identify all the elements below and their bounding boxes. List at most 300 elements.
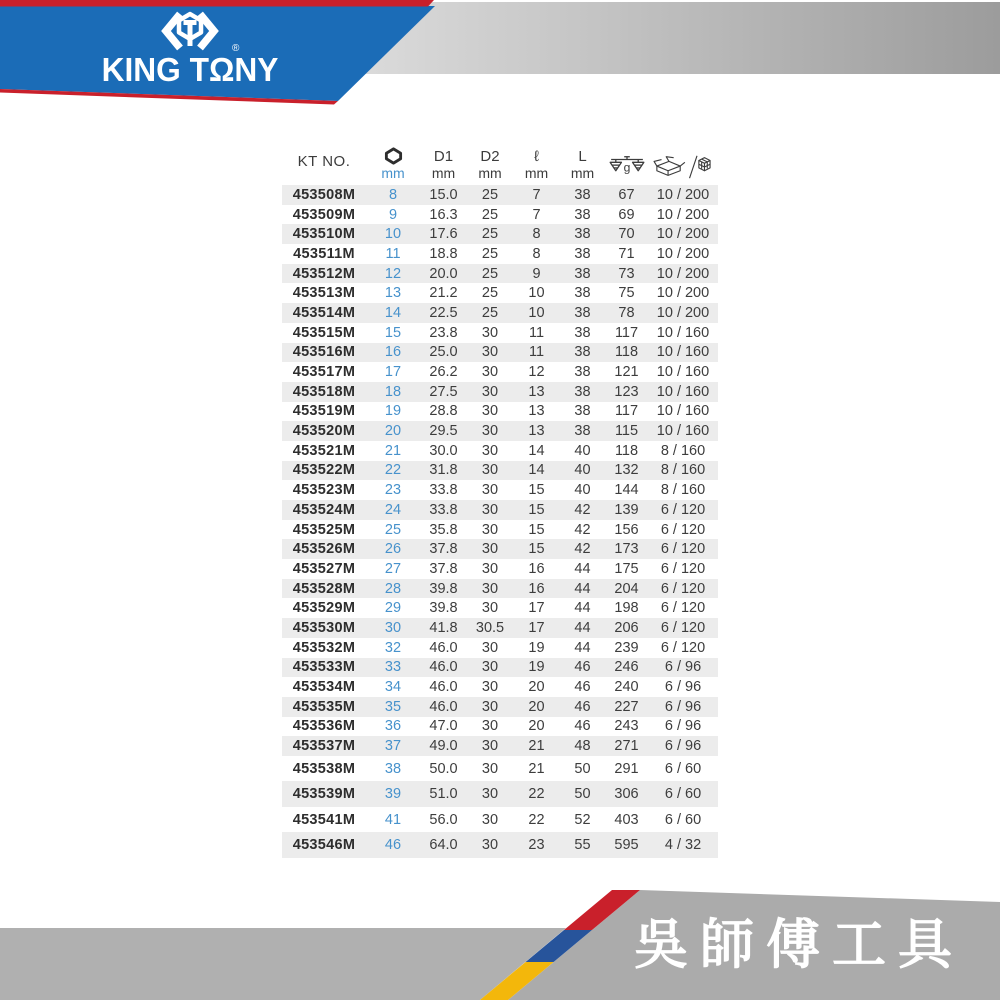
cell-packing: 8 / 160: [660, 482, 706, 499]
cell-weight: 75: [618, 285, 635, 302]
cell-packing: 6 / 96: [664, 659, 702, 676]
cell-size: 8: [388, 186, 398, 203]
table-row: [282, 832, 718, 858]
cell-kt_no: 453535M: [292, 698, 356, 715]
cell-size: 37: [384, 738, 402, 755]
cell-ell: 10: [528, 285, 545, 302]
cell-length: 38: [574, 304, 591, 321]
cell-length: 40: [574, 482, 591, 499]
cell-size: 12: [384, 265, 402, 282]
cell-packing: 6 / 120: [660, 521, 706, 538]
table-row: [282, 323, 718, 343]
table-row: [282, 618, 718, 638]
cell-kt_no: 453521M: [292, 442, 356, 459]
cell-packing: 10 / 200: [656, 245, 710, 262]
table-row: [282, 638, 718, 658]
table-row: [282, 677, 718, 697]
cell-kt_no: 453508M: [292, 186, 356, 203]
cell-size: 21: [384, 442, 402, 459]
cell-weight: 271: [614, 738, 639, 755]
cell-weight: 123: [614, 383, 639, 400]
cell-weight: 118: [614, 442, 639, 459]
cell-d1: 33.8: [429, 482, 458, 499]
table-row: [282, 717, 718, 737]
spec-table: [282, 133, 718, 858]
cell-packing: 6 / 60: [664, 760, 702, 777]
cell-d2: 30: [481, 344, 499, 361]
cell-ell: 21: [528, 760, 545, 777]
cell-length: 46: [574, 718, 591, 735]
cell-weight: 118: [614, 344, 639, 361]
cell-weight: 595: [614, 837, 639, 854]
cell-length: 38: [574, 364, 591, 381]
cell-ell: 12: [528, 364, 545, 381]
table-row: [282, 343, 718, 363]
table-row: [282, 781, 718, 807]
cell-ell: 23: [528, 837, 545, 854]
cell-ell: 20: [528, 718, 545, 735]
footer-gray-left: [0, 928, 566, 1000]
cell-d1: 39.8: [429, 600, 458, 617]
cell-size: 16: [384, 344, 402, 361]
cell-d2: 30: [481, 738, 499, 755]
cell-size: 11: [385, 245, 401, 262]
cell-weight: 117: [614, 403, 639, 420]
cell-size: 22: [384, 462, 402, 479]
cell-weight: 291: [614, 760, 639, 777]
cell-d2: 30: [481, 324, 499, 341]
table-row: [282, 756, 718, 782]
col-header-d1: [420, 133, 467, 185]
cell-kt_no: 453510M: [292, 226, 356, 243]
cell-kt_no: 453546M: [292, 837, 356, 854]
table-row: [282, 461, 718, 481]
cell-ell: 15: [528, 541, 545, 558]
cell-weight: 144: [614, 482, 639, 499]
cell-kt_no: 453532M: [292, 639, 356, 656]
cell-weight: 121: [614, 364, 639, 381]
d2-unit: mm: [478, 165, 502, 182]
registered-mark: ®: [232, 43, 240, 54]
cell-weight: 243: [614, 718, 639, 735]
cell-size: 15: [384, 324, 402, 341]
table-row: [282, 244, 718, 264]
cell-weight: 403: [614, 811, 639, 828]
cell-ell: 16: [528, 560, 545, 577]
cell-weight: 206: [614, 619, 639, 636]
cell-packing: 10 / 160: [656, 324, 710, 341]
cell-length: 38: [574, 186, 591, 203]
cell-weight: 198: [614, 600, 639, 617]
cell-ell: 20: [528, 698, 545, 715]
cell-d1: 25.0: [429, 344, 458, 361]
col-header-d2: [467, 133, 513, 185]
cell-packing: 10 / 160: [656, 383, 710, 400]
cell-d1: 50.0: [429, 760, 458, 777]
cell-d2: 30.5: [475, 619, 505, 636]
col-header-ell: [513, 133, 560, 185]
cell-packing: 10 / 160: [656, 423, 710, 440]
cell-packing: 6 / 96: [664, 718, 702, 735]
shop-name: 吳師傅工具: [634, 915, 964, 975]
cell-ell: 13: [528, 403, 545, 420]
length-label: L: [578, 148, 587, 166]
cell-d2: 25: [481, 186, 499, 203]
cell-d2: 30: [481, 760, 499, 777]
cell-ell: 14: [528, 462, 545, 479]
cell-length: 38: [574, 226, 591, 243]
cell-d1: 28.8: [429, 403, 458, 420]
cell-ell: 7: [532, 206, 541, 223]
carton-pallet-icons: [652, 153, 714, 181]
cell-length: 44: [574, 560, 591, 577]
cell-length: 42: [574, 521, 591, 538]
cell-kt_no: 453509M: [292, 206, 356, 223]
cell-d1: 29.5: [429, 423, 458, 440]
kt-no-label: KT NO.: [297, 153, 351, 170]
cell-d1: 30.0: [429, 442, 458, 459]
cell-kt_no: 453534M: [292, 679, 356, 696]
cell-ell: 19: [528, 639, 545, 656]
cell-length: 44: [574, 619, 591, 636]
cell-d1: 39.8: [429, 580, 458, 597]
cell-kt_no: 453516M: [292, 344, 356, 361]
cell-packing: 10 / 200: [656, 304, 710, 321]
header-gray-band: [330, 2, 1000, 74]
cell-weight: 70: [618, 226, 635, 243]
cell-d1: 51.0: [429, 786, 458, 803]
cell-d2: 30: [481, 837, 499, 854]
cell-weight: 71: [618, 245, 635, 262]
cell-size: 25: [384, 521, 402, 538]
table-row: [282, 185, 718, 205]
cell-d1: 35.8: [429, 521, 458, 538]
cell-packing: 10 / 160: [656, 344, 710, 361]
col-header-kt-no: [282, 133, 366, 185]
cell-d2: 30: [481, 786, 499, 803]
cell-d2: 30: [481, 501, 499, 518]
table-row: [282, 421, 718, 441]
cell-d2: 30: [481, 718, 499, 735]
cell-d2: 30: [481, 442, 499, 459]
cell-d2: 30: [481, 482, 499, 499]
cell-length: 46: [574, 679, 591, 696]
cell-d1: 47.0: [429, 718, 458, 735]
cell-d1: 33.8: [429, 501, 458, 518]
cell-size: 30: [384, 619, 402, 636]
cell-length: 40: [574, 442, 591, 459]
cell-packing: 10 / 200: [656, 226, 710, 243]
cell-d2: 30: [481, 698, 499, 715]
table-row: [282, 303, 718, 323]
cell-ell: 22: [528, 786, 545, 803]
cell-d2: 30: [481, 383, 499, 400]
cell-kt_no: 453519M: [292, 403, 356, 420]
table-header-row: [282, 133, 718, 185]
cell-kt_no: 453525M: [292, 521, 356, 538]
cell-size: 20: [384, 423, 402, 440]
cell-kt_no: 453522M: [292, 462, 356, 479]
cell-d2: 30: [481, 811, 499, 828]
cell-packing: 6 / 120: [660, 600, 706, 617]
cell-d1: 20.0: [429, 265, 458, 282]
cell-d1: 49.0: [429, 738, 458, 755]
col-header-packing: [648, 133, 718, 185]
cell-kt_no: 453526M: [292, 541, 356, 558]
cell-weight: 67: [618, 186, 635, 203]
cell-length: 50: [574, 786, 591, 803]
weight-unit: g: [623, 160, 630, 175]
cell-length: 44: [574, 580, 591, 597]
cell-d1: 46.0: [429, 659, 458, 676]
header-red-top-strip: [0, 0, 434, 7]
table-row: [282, 500, 718, 520]
table-row: [282, 205, 718, 225]
cell-kt_no: 453533M: [292, 659, 356, 676]
cell-length: 38: [574, 206, 591, 223]
cell-kt_no: 453518M: [292, 383, 356, 400]
cell-size: 9: [388, 206, 398, 223]
spec-table-body: [282, 185, 718, 858]
cell-d2: 25: [481, 304, 499, 321]
d1-label: D1: [433, 148, 454, 166]
cell-ell: 8: [532, 245, 541, 262]
cell-size: 13: [384, 285, 402, 302]
cell-size: 10: [384, 226, 402, 243]
cell-kt_no: 453530M: [292, 619, 356, 636]
cell-d1: 17.6: [429, 226, 458, 243]
cell-d1: 23.8: [429, 324, 458, 341]
cell-size: 38: [384, 760, 402, 777]
cell-d2: 25: [481, 265, 499, 282]
scale-icon: [607, 153, 647, 181]
cell-d1: 31.8: [429, 462, 458, 479]
length-unit: mm: [570, 165, 595, 182]
cell-d2: 30: [481, 541, 499, 558]
cell-kt_no: 453515M: [292, 324, 356, 341]
cell-ell: 13: [528, 423, 545, 440]
cell-ell: 7: [532, 186, 541, 203]
cell-ell: 19: [528, 659, 545, 676]
cell-d2: 30: [481, 639, 499, 656]
cell-length: 55: [574, 837, 591, 854]
cell-packing: 6 / 120: [660, 541, 706, 558]
cell-size: 33: [384, 659, 402, 676]
cell-ell: 15: [528, 521, 545, 538]
table-row: [282, 362, 718, 382]
cell-ell: 11: [528, 324, 545, 341]
cell-weight: 239: [614, 639, 639, 656]
cell-size: 14: [384, 304, 402, 321]
cell-kt_no: 453538M: [292, 760, 356, 777]
cell-d2: 30: [481, 462, 499, 479]
cell-length: 38: [574, 403, 591, 420]
cell-size: 29: [384, 600, 402, 617]
cell-d2: 25: [481, 206, 499, 223]
cell-kt_no: 453512M: [292, 265, 356, 282]
cell-length: 42: [574, 501, 591, 518]
cell-packing: 10 / 200: [656, 186, 710, 203]
cell-length: 38: [574, 245, 591, 262]
cell-ell: 16: [528, 580, 545, 597]
d1-unit: mm: [431, 165, 456, 182]
cell-length: 38: [574, 265, 591, 282]
cell-packing: 6 / 120: [660, 560, 706, 577]
cell-kt_no: 453536M: [292, 718, 356, 735]
table-row: [282, 382, 718, 402]
cell-d2: 25: [481, 226, 499, 243]
size-unit: mm: [381, 165, 405, 182]
cell-kt_no: 453514M: [292, 304, 356, 321]
cell-length: 40: [574, 462, 591, 479]
cell-weight: 204: [614, 580, 639, 597]
cell-d1: 37.8: [429, 560, 458, 577]
cell-d1: 22.5: [429, 304, 458, 321]
cell-ell: 10: [528, 304, 545, 321]
cell-size: 17: [384, 364, 402, 381]
cell-kt_no: 453520M: [292, 423, 356, 440]
cell-d1: 41.8: [429, 619, 458, 636]
cell-length: 38: [574, 285, 591, 302]
table-row: [282, 224, 718, 244]
cell-weight: 156: [614, 521, 639, 538]
cell-weight: 115: [614, 423, 639, 440]
cell-packing: 6 / 120: [660, 639, 706, 656]
cell-d1: 56.0: [429, 811, 458, 828]
table-row: [282, 559, 718, 579]
cell-weight: 78: [618, 304, 635, 321]
cell-length: 38: [574, 324, 591, 341]
cell-ell: 17: [528, 619, 545, 636]
cell-kt_no: 453517M: [292, 364, 356, 381]
cell-d2: 30: [481, 659, 499, 676]
cell-size: 28: [384, 580, 402, 597]
cell-packing: 6 / 120: [660, 501, 706, 518]
cell-packing: 6 / 96: [664, 738, 702, 755]
cell-kt_no: 453529M: [292, 600, 356, 617]
cell-ell: 15: [528, 501, 545, 518]
cell-size: 26: [384, 541, 402, 558]
cell-weight: 132: [614, 462, 639, 479]
cell-d2: 30: [481, 600, 499, 617]
logo-text: KING TΩNY: [101, 51, 279, 88]
cell-weight: 69: [618, 206, 635, 223]
cell-packing: 10 / 200: [656, 206, 710, 223]
cell-ell: 13: [528, 383, 545, 400]
cell-size: 35: [384, 698, 402, 715]
cell-packing: 4 / 32: [664, 837, 702, 854]
cell-kt_no: 453527M: [292, 560, 356, 577]
cell-packing: 6 / 96: [664, 698, 702, 715]
table-row: [282, 579, 718, 599]
table-row: [282, 480, 718, 500]
cell-weight: 139: [614, 501, 639, 518]
cell-ell: 22: [528, 811, 545, 828]
cell-weight: 175: [614, 560, 639, 577]
cell-packing: 8 / 160: [660, 462, 706, 479]
cell-weight: 306: [614, 786, 639, 803]
cell-length: 46: [574, 698, 591, 715]
cell-d2: 30: [481, 679, 499, 696]
table-row: [282, 539, 718, 559]
cell-length: 52: [574, 811, 591, 828]
cell-d1: 46.0: [429, 639, 458, 656]
cell-packing: 10 / 160: [656, 364, 710, 381]
cell-d1: 21.2: [429, 285, 458, 302]
cell-packing: 8 / 160: [660, 442, 706, 459]
cell-kt_no: 453511M: [293, 245, 355, 262]
d2-label: D2: [480, 148, 500, 166]
cell-weight: 73: [618, 265, 635, 282]
hex-socket-icon: [384, 147, 403, 165]
cell-d2: 30: [481, 423, 499, 440]
cell-ell: 21: [528, 738, 545, 755]
cell-kt_no: 453537M: [292, 738, 356, 755]
table-row: [282, 441, 718, 461]
cell-size: 19: [384, 403, 402, 420]
cell-d2: 30: [481, 521, 499, 538]
cell-packing: 6 / 60: [664, 786, 702, 803]
cell-d2: 25: [481, 285, 499, 302]
cell-weight: 173: [614, 541, 639, 558]
cell-d2: 25: [481, 245, 499, 262]
table-row: [282, 598, 718, 618]
cell-d1: 64.0: [429, 837, 458, 854]
cell-weight: 246: [614, 659, 639, 676]
cell-length: 44: [574, 600, 591, 617]
cell-d1: 16.3: [429, 206, 458, 223]
cell-length: 38: [574, 383, 591, 400]
cell-size: 27: [384, 560, 402, 577]
cell-d2: 30: [481, 560, 499, 577]
table-row: [282, 658, 718, 678]
cell-kt_no: 453524M: [292, 501, 356, 518]
cell-ell: 17: [528, 600, 545, 617]
table-row: [282, 697, 718, 717]
king-tony-emblem-icon: [155, 10, 225, 52]
cell-d1: 15.0: [429, 186, 458, 203]
king-tony-logo: [92, 10, 288, 89]
cell-length: 46: [574, 659, 591, 676]
cell-weight: 117: [614, 324, 639, 341]
table-row: [282, 264, 718, 284]
table-row: [282, 402, 718, 422]
cell-length: 38: [574, 344, 591, 361]
cell-kt_no: 453528M: [292, 580, 356, 597]
cell-d1: 26.2: [429, 364, 458, 381]
cell-packing: 10 / 160: [656, 403, 710, 420]
cell-size: 36: [384, 718, 402, 735]
cell-d1: 18.8: [429, 245, 458, 262]
ell-unit: mm: [524, 165, 549, 182]
cell-weight: 227: [614, 698, 639, 715]
cell-d1: 46.0: [429, 698, 458, 715]
cell-d1: 27.5: [429, 383, 458, 400]
cell-ell: 20: [528, 679, 545, 696]
cell-ell: 14: [528, 442, 545, 459]
cell-size: 34: [384, 679, 402, 696]
cell-packing: 6 / 96: [664, 679, 702, 696]
cell-size: 24: [384, 501, 402, 518]
cell-packing: 6 / 120: [660, 580, 706, 597]
cell-size: 46: [384, 837, 402, 854]
cell-packing: 6 / 120: [660, 619, 706, 636]
cell-ell: 11: [528, 344, 545, 361]
cell-length: 42: [574, 541, 591, 558]
cell-kt_no: 453513M: [292, 285, 356, 302]
cell-d2: 30: [481, 580, 499, 597]
ell-label: ℓ: [534, 148, 539, 166]
